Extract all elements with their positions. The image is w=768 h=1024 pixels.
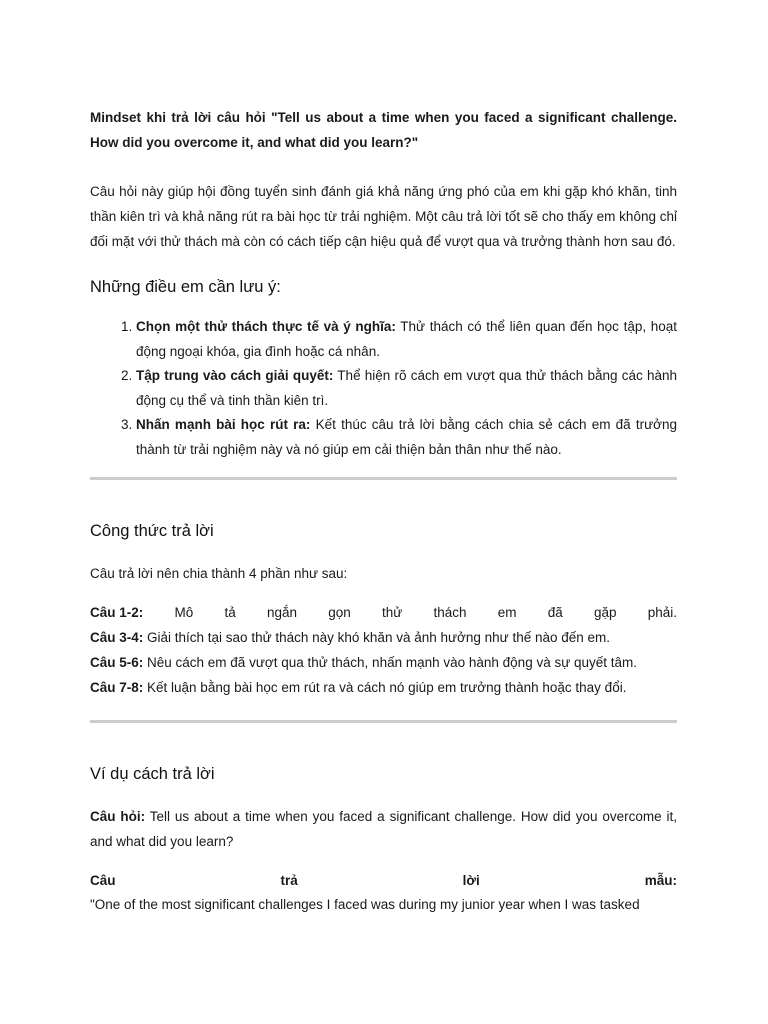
- formula-row-word: Mô: [174, 605, 194, 620]
- formula-row-2: [90, 625, 677, 650]
- formula-row-word: thách: [433, 605, 467, 620]
- notes-item-title: Chọn một thử thách thực tế và ý nghĩa:: [136, 319, 396, 334]
- formula-row-word: phải.: [647, 605, 677, 620]
- example-answer-label-word: mẫu:: [644, 873, 677, 888]
- formula-row-word: đã: [547, 605, 563, 620]
- formula-intro: Câu trả lời nên chia thành 4 phần như sau:: [90, 566, 348, 581]
- formula-row-word: gặp: [593, 605, 617, 620]
- example-question-label: Câu hỏi:: [90, 809, 146, 824]
- example-answer-text: "One of the most significant challenges I faced was during my junior year when I was tasked: [90, 897, 640, 912]
- notes-item-text: Thử thách có thể liên quan đến học tập, hoạt động ngoại khóa, gia đình hoặc cá nhân.: [136, 319, 677, 359]
- notes-item: [136, 315, 677, 364]
- notes-item-text: Thể hiện rõ cách em vượt qua thử thách bằng các hành động cụ thể và tinh thần kiên trì.: [136, 368, 677, 408]
- formula-row-text: Kết luận bằng bài học em rút ra và cách nó giúp em trưởng thành hoặc thay đổi.: [143, 680, 627, 695]
- formula-row-1: [90, 600, 677, 625]
- formula-row-word: tả: [224, 605, 236, 620]
- intro-paragraph: Câu hỏi này giúp hội đồng tuyển sinh đánh giá khả năng ứng phó của em khi gặp khó khăn, tinh thần kiên trì và khả năng rút ra bài học từ trải nghiệm. Một câu trả lời tốt sẽ cho thấy em không chỉ đối mặt với thử thách mà còn có cách tiếp cận hiệu quả để vượt qua và trưởng thành hơn sau đó.: [90, 184, 677, 249]
- formula-row-label: Câu 1-2:: [90, 605, 144, 620]
- example-answer-label: [90, 868, 677, 893]
- notes-item-title: Nhấn mạnh bài học rút ra:: [136, 417, 311, 432]
- notes-heading: Những điều em cần lưu ý:: [90, 278, 281, 296]
- notes-list: [90, 315, 677, 462]
- example-question-text: Tell us about a time when you faced a significant challenge. How did you overcome it, and what did you learn?: [90, 809, 677, 849]
- document-content: [90, 105, 677, 917]
- formula-row-word: gọn: [328, 605, 351, 620]
- notes-item-text: Kết thúc câu trả lời bằng cách chia sẻ cách em đã trưởng thành từ trải nghiệm này và nó giúp em cải thiện bản thân như thế nào.: [136, 417, 677, 457]
- formula-row-4: [90, 675, 677, 700]
- formula-row-word: em: [497, 605, 517, 620]
- section-divider: [90, 477, 677, 480]
- formula-heading: Công thức trả lời: [90, 522, 214, 540]
- formula-row-label: Câu 5-6:: [90, 655, 144, 670]
- section-divider: [90, 720, 677, 723]
- formula-row-word: ngắn: [266, 605, 297, 620]
- formula-row-label: Câu 7-8:: [90, 680, 144, 695]
- example-heading: Ví dụ cách trả lời: [90, 765, 215, 783]
- example-question: [90, 804, 677, 854]
- notes-item: [136, 364, 677, 413]
- intro-heading: Mindset khi trả lời câu hỏi "Tell us about a time when you faced a significant challenge. How did you overcome it, and what did you learn?": [90, 110, 677, 150]
- notes-item: [136, 413, 677, 462]
- example-answer-label-word: lời: [462, 873, 480, 888]
- example-answer-label-word: trả: [280, 873, 298, 888]
- formula-row-3: [90, 650, 677, 675]
- formula-row-label: Câu 3-4:: [90, 630, 144, 645]
- notes-item-title: Tập trung vào cách giải quyết:: [136, 368, 334, 383]
- example-answer-label-word: Câu: [90, 873, 116, 888]
- formula-row-text: Giải thích tại sao thử thách này khó khăn và ảnh hưởng như thế nào đến em.: [143, 630, 611, 645]
- formula-row-word: thử: [381, 605, 403, 620]
- formula-row-text: Nêu cách em đã vượt qua thử thách, nhấn mạnh vào hành động và sự quyết tâm.: [143, 655, 638, 670]
